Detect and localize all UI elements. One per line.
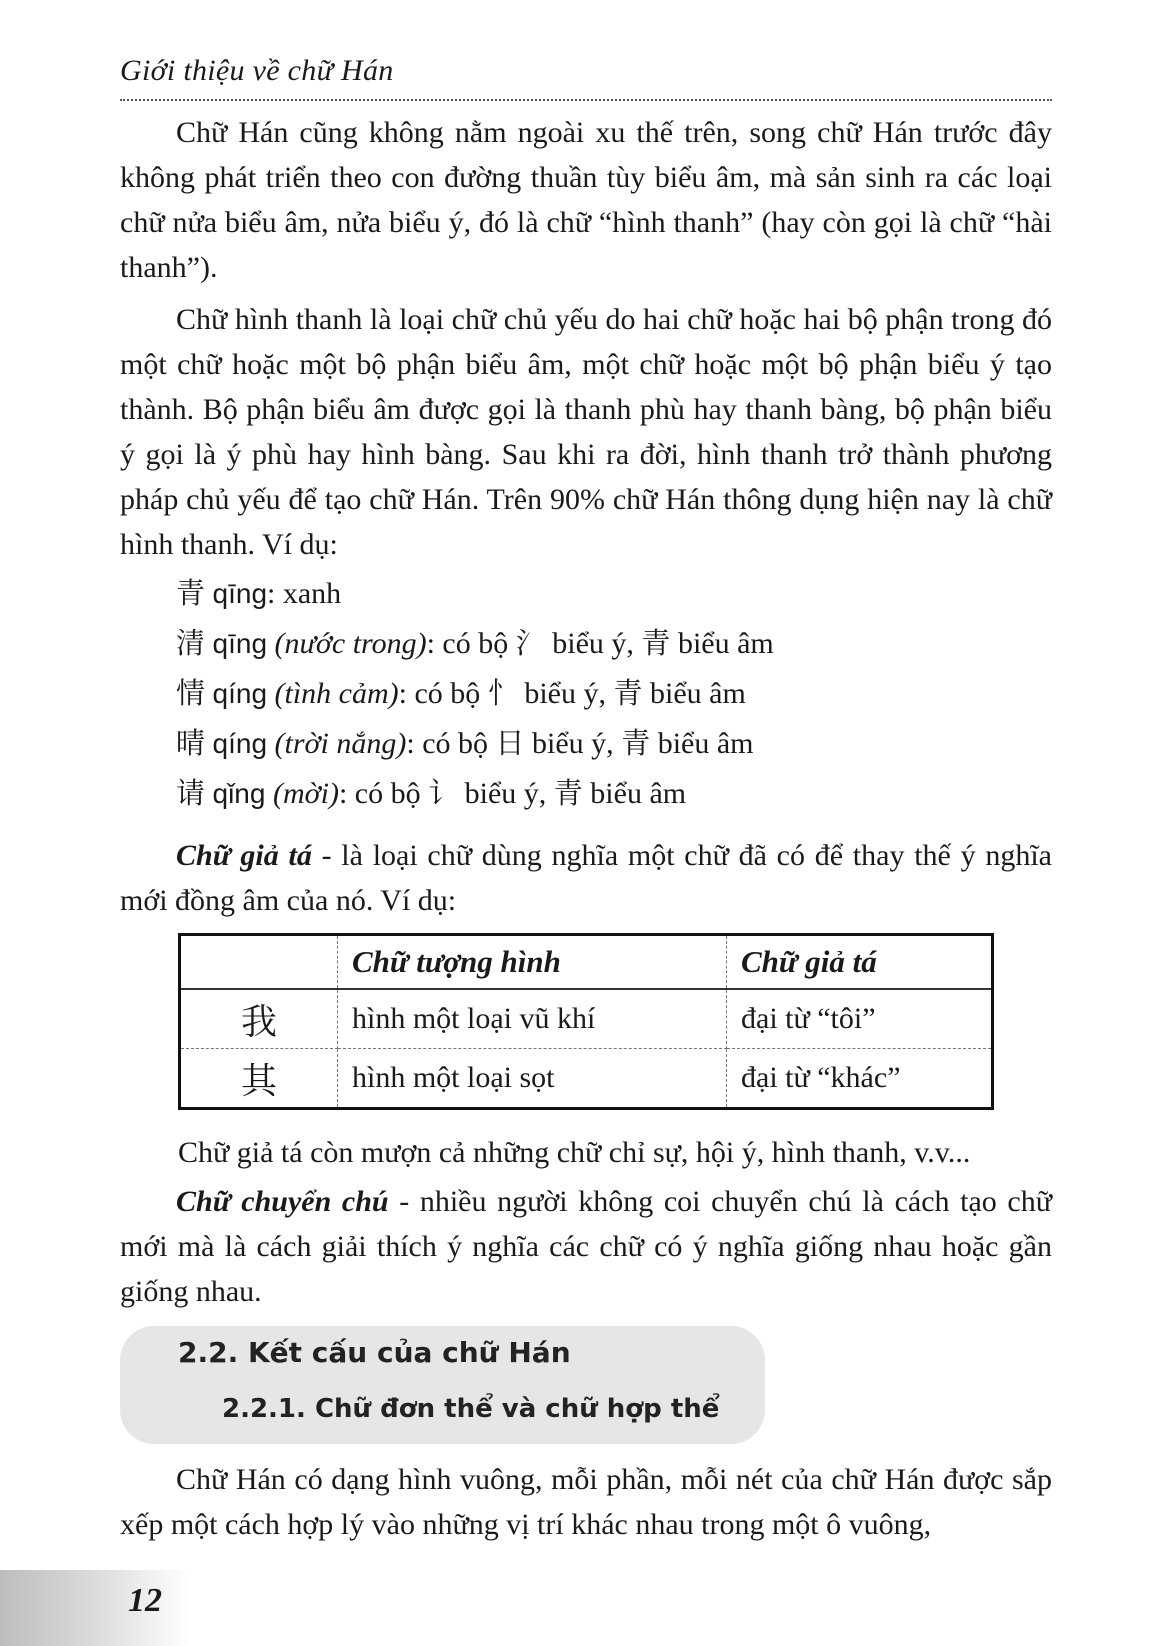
paragraph-gia-ta-note: Chữ giả tá còn mượn cả những chữ chỉ sự, hội ý, hình thanh, v.v...	[178, 1136, 971, 1169]
example-char: 青	[176, 576, 206, 610]
example-item	[176, 618, 774, 668]
example-tail: biểu ý,	[544, 627, 642, 660]
table-cell: hình một loại vũ khí	[338, 989, 727, 1049]
paragraph-text: Chữ Hán cũng không nằm ngoài xu thế trên, song chữ Hán trước đây không phát triển theo con đường thuần tùy biểu âm, mà sản sinh ra các loại chữ nửa biểu âm, nửa biểu ý, đó là chữ “hình thanh” (hay còn gọi là chữ “hài thanh”).	[120, 116, 1052, 284]
table-row	[180, 1049, 993, 1109]
example-note: : có bộ	[338, 777, 429, 810]
running-header: Giới thiệu về chữ Hán	[120, 54, 394, 87]
table-header-row	[180, 935, 993, 990]
paragraph-gia-ta	[120, 833, 1052, 923]
table-cell: đại từ “tôi”	[727, 989, 993, 1049]
example-item	[176, 568, 774, 618]
example-tail: biểu ý,	[516, 677, 614, 710]
gia-ta-table	[178, 933, 994, 1110]
table-cell: đại từ “khác”	[741, 1061, 901, 1094]
paragraph-structure	[120, 1457, 1052, 1547]
example-phonetic: 青	[641, 626, 671, 660]
example-radical: 日	[495, 726, 525, 760]
paragraph-text	[120, 833, 1052, 923]
paragraph-intro	[120, 110, 1052, 290]
example-tail: biểu ý,	[457, 777, 554, 810]
example-note: : có bộ	[398, 677, 488, 710]
example-radical: 氵	[515, 626, 545, 660]
table-header-cell: Chữ giả tá	[727, 935, 993, 990]
example-phonetic: 青	[613, 676, 643, 710]
example-pinyin: qīng	[212, 578, 268, 609]
example-meaning: (trời nắng)	[274, 727, 407, 760]
example-tail: biểu âm	[650, 727, 754, 760]
table-row	[180, 989, 993, 1049]
header-divider	[120, 99, 1052, 101]
example-note: : có bộ	[426, 627, 516, 660]
paragraph-rest: - nhiều người không coi chuyển chú là cách tạo chữ mới mà là cách giải thích ý nghĩa các chữ có ý nghĩa giống nhau hoặc gần giống nhau.	[120, 1185, 1052, 1308]
example-item	[176, 668, 774, 718]
paragraph-text: Chữ Hán có dạng hình vuông, mỗi phần, mỗi nét của chữ Hán được sắp xếp một cách hợp lý vào những vị trí khác nhau trong một ô vuông,	[120, 1463, 1052, 1541]
example-tail: biểu ý,	[524, 727, 622, 760]
example-item	[176, 718, 774, 768]
term-chuyen-chu: Chữ chuyển chú	[176, 1185, 389, 1218]
example-item	[176, 768, 774, 818]
example-pinyin: qíng	[212, 728, 268, 759]
example-list	[176, 568, 774, 818]
section-title: 2.2. Kết cấu của chữ Hán	[178, 1336, 571, 1369]
paragraph-rest: - là loại chữ dùng nghĩa một chữ đã có để thay thế ý nghĩa mới đồng âm của nó. Ví dụ:	[120, 839, 1052, 917]
example-note: : xanh	[267, 577, 342, 610]
subsection-title: 2.2.1. Chữ đơn thể và chữ hợp thể	[222, 1394, 720, 1424]
table-cell-char	[180, 1049, 338, 1109]
example-meaning: (nước trong)	[274, 627, 427, 660]
example-pinyin: qíng	[212, 678, 268, 709]
table-header-cell	[180, 935, 338, 990]
paragraph-text	[120, 1179, 1052, 1314]
example-tail: biểu âm	[642, 677, 746, 710]
example-phonetic: 青	[553, 776, 583, 810]
table-char: 我	[240, 1001, 277, 1043]
page-number: 12	[128, 1582, 162, 1619]
term-gia-ta: Chữ giả tá	[176, 839, 312, 872]
example-char: 晴	[176, 726, 206, 760]
example-meaning: (tình cảm)	[274, 677, 399, 710]
example-tail: biểu âm	[582, 777, 687, 810]
table-cell-char	[180, 989, 338, 1049]
example-pinyin: qīng	[212, 628, 268, 659]
example-char: 情	[176, 676, 206, 710]
paragraph-hinh-thanh	[120, 297, 1052, 567]
paragraph-text: Chữ hình thanh là loại chữ chủ yếu do hai chữ hoặc hai bộ phận trong đó một chữ hoặc một bộ phận biểu âm, một chữ hoặc một bộ phận biểu ý tạo thành. Bộ phận biểu âm được gọi là thanh phù hay thanh bàng, bộ phận biểu ý gọi là ý phù hay hình bàng. Sau khi ra đời, hình thanh trở thành phương pháp chủ yếu để tạo chữ Hán. Trên 90% chữ Hán thông dụng hiện nay là chữ hình thanh. Ví dụ:	[120, 303, 1052, 561]
example-tail: biểu âm	[670, 627, 774, 660]
example-meaning: (mời)	[272, 777, 339, 810]
example-char: 清	[176, 626, 206, 660]
example-phonetic: 青	[621, 726, 651, 760]
example-note: : có bộ	[406, 727, 496, 760]
example-radical: 忄	[487, 676, 517, 710]
table-char: 其	[240, 1060, 277, 1102]
example-char: 请	[176, 776, 206, 810]
example-pinyin: qǐng	[212, 778, 266, 809]
table-header-cell: Chữ tượng hình	[338, 935, 727, 990]
table-cell: hình một loại sọt	[338, 1049, 727, 1109]
example-radical: 讠	[428, 776, 458, 810]
paragraph-chuyen-chu	[120, 1179, 1052, 1314]
